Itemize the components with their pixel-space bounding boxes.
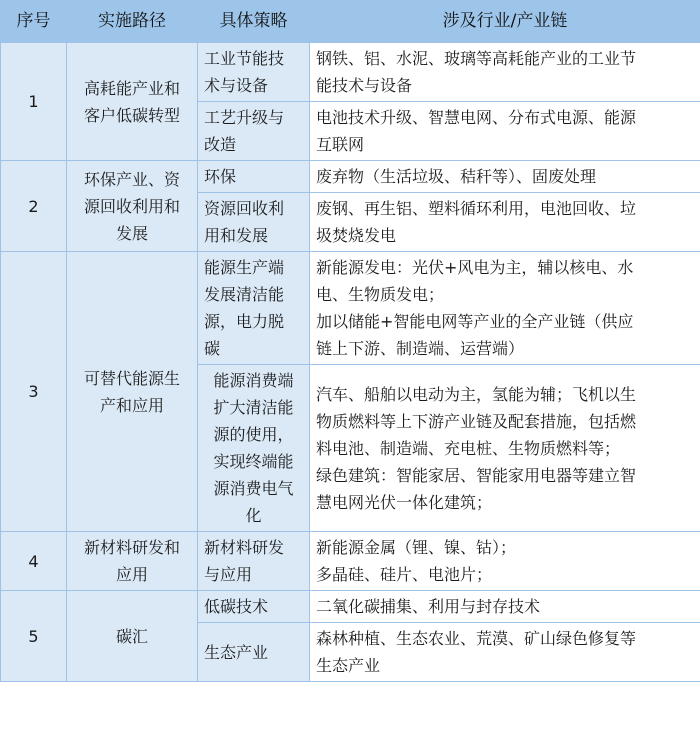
- header-index: 序号: [1, 1, 67, 43]
- industry-line: 能技术与设备: [316, 76, 413, 95]
- industry-line: 废弃物（生活垃圾、秸秆等）、固废处理: [316, 167, 597, 186]
- path-line: 应用: [115, 565, 148, 584]
- industry-chain: [310, 365, 700, 532]
- path-line: 产和应用: [99, 395, 164, 415]
- row-index: 3: [1, 252, 67, 532]
- industry-line: 电池技术升级、智慧电网、分布式电源、能源: [316, 108, 637, 127]
- specific-strategy: [198, 161, 310, 193]
- industry-chain: [310, 623, 700, 682]
- implementation-path: [67, 532, 198, 591]
- path-line: 发展: [115, 223, 148, 243]
- strategy-line: 新材料研发: [204, 538, 285, 557]
- industry-line: 新能源金属（锂、镍、钴）；: [316, 538, 517, 557]
- industry-line: 汽车、船舶以电动为主，氢能为辅；飞机以生: [316, 384, 637, 404]
- industry-line: 钢铁、铝、水泥、玻璃等高耗能产业的工业节: [316, 49, 637, 68]
- table-body: [1, 43, 700, 682]
- industry-line: 多晶硅、硅片、电池片；: [316, 565, 493, 584]
- row-index: 4: [1, 532, 67, 591]
- strategy-line: 源，电力脱: [204, 312, 285, 331]
- industry-line: 物质燃料等上下游产业链及配套措施，包括燃: [316, 411, 637, 431]
- strategy-line: 源消费电气: [213, 479, 294, 498]
- implementation-path: [67, 252, 198, 532]
- path-line: 客户低碳转型: [83, 105, 180, 125]
- table-row: [1, 591, 700, 623]
- path-line: 新材料研发和: [83, 538, 180, 557]
- strategy-line: 碳: [204, 339, 221, 358]
- path-line: 源回收利用和: [83, 196, 180, 216]
- industry-chain: [310, 43, 700, 102]
- industry-line: 生态产业: [316, 656, 381, 675]
- industry-line: 互联网: [316, 135, 365, 154]
- table-row: [1, 532, 700, 591]
- industry-line: 新能源发电：光伏+风电为主，辅以核电、水: [316, 258, 634, 277]
- industry-line: 圾焚烧发电: [316, 226, 397, 245]
- industry-chain: [310, 102, 700, 161]
- strategy-line: 能源消费端: [213, 371, 294, 390]
- strategy-line: 术与设备: [204, 76, 269, 95]
- industry-line: 电、生物质发电；: [316, 285, 445, 304]
- strategy-line: 扩大清洁能: [213, 398, 294, 417]
- industry-line: 加以储能+智能电网等产业的全产业链（供应: [316, 312, 634, 331]
- implementation-path: [67, 43, 198, 161]
- strategy-line: 改造: [204, 135, 237, 154]
- specific-strategy: [198, 193, 310, 252]
- path-line: 可替代能源生: [83, 368, 180, 388]
- row-index: 5: [1, 591, 67, 682]
- industry-line: 链上下游、制造端、运营端）: [316, 339, 525, 358]
- strategy-line: 用和发展: [204, 226, 269, 245]
- strategy-line: 工业节能技: [204, 49, 285, 68]
- strategy-line: 生态产业: [204, 642, 269, 662]
- industry-chain: [310, 193, 700, 252]
- path-line: 高耗能产业和: [83, 78, 180, 98]
- implementation-path: [67, 591, 198, 682]
- industry-line: 森林种植、生态农业、荒漠、矿山绿色修复等: [316, 629, 637, 648]
- strategy-line: 发展清洁能: [204, 285, 285, 304]
- industry-chain: [310, 161, 700, 193]
- industry-chain: [310, 591, 700, 623]
- industry-line: 绿色建筑：智能家居、智能家用电器等建立智: [316, 465, 637, 485]
- row-index: 1: [1, 43, 67, 161]
- strategy-line: 实现终端能: [213, 452, 294, 471]
- strategy-line: 工艺升级与: [204, 108, 285, 127]
- industry-line: 料电池、制造端、充电桩、生物质燃料等；: [316, 438, 621, 458]
- strategy-line: 低碳技术: [204, 597, 269, 616]
- specific-strategy: [198, 532, 310, 591]
- industry-chain: [310, 252, 700, 365]
- table-row: [1, 161, 700, 193]
- industry-line: 慧电网光伏一体化建筑；: [316, 492, 493, 512]
- strategy-line: 源的使用，: [213, 425, 294, 444]
- industry-line: 废钢、再生铝、塑料循环利用，电池回收、垃: [316, 199, 637, 218]
- implementation-path: [67, 161, 198, 252]
- strategy-line: 化: [245, 506, 262, 525]
- path-line: 环保产业、资: [83, 169, 180, 189]
- table-row: [1, 252, 700, 365]
- header-strategy: 具体策略: [198, 1, 310, 43]
- table-row: [1, 43, 700, 102]
- specific-strategy: [198, 623, 310, 682]
- header-row: [1, 1, 700, 43]
- strategy-line: 环保: [204, 167, 237, 186]
- strategy-line: 资源回收利: [204, 199, 285, 218]
- specific-strategy: [198, 252, 310, 365]
- row-index: 2: [1, 161, 67, 252]
- header-path: 实施路径: [67, 1, 198, 43]
- strategy-line: 能源生产端: [204, 258, 285, 277]
- specific-strategy: [198, 43, 310, 102]
- industry-line: 二氧化碳捕集、利用与封存技术: [316, 597, 541, 616]
- industry-chain: [310, 532, 700, 591]
- specific-strategy: [198, 102, 310, 161]
- header-industry: 涉及行业/产业链: [310, 1, 700, 43]
- strategy-line: 与应用: [204, 565, 253, 584]
- specific-strategy: [198, 591, 310, 623]
- specific-strategy: [198, 365, 310, 532]
- path-line: 碳汇: [115, 626, 148, 646]
